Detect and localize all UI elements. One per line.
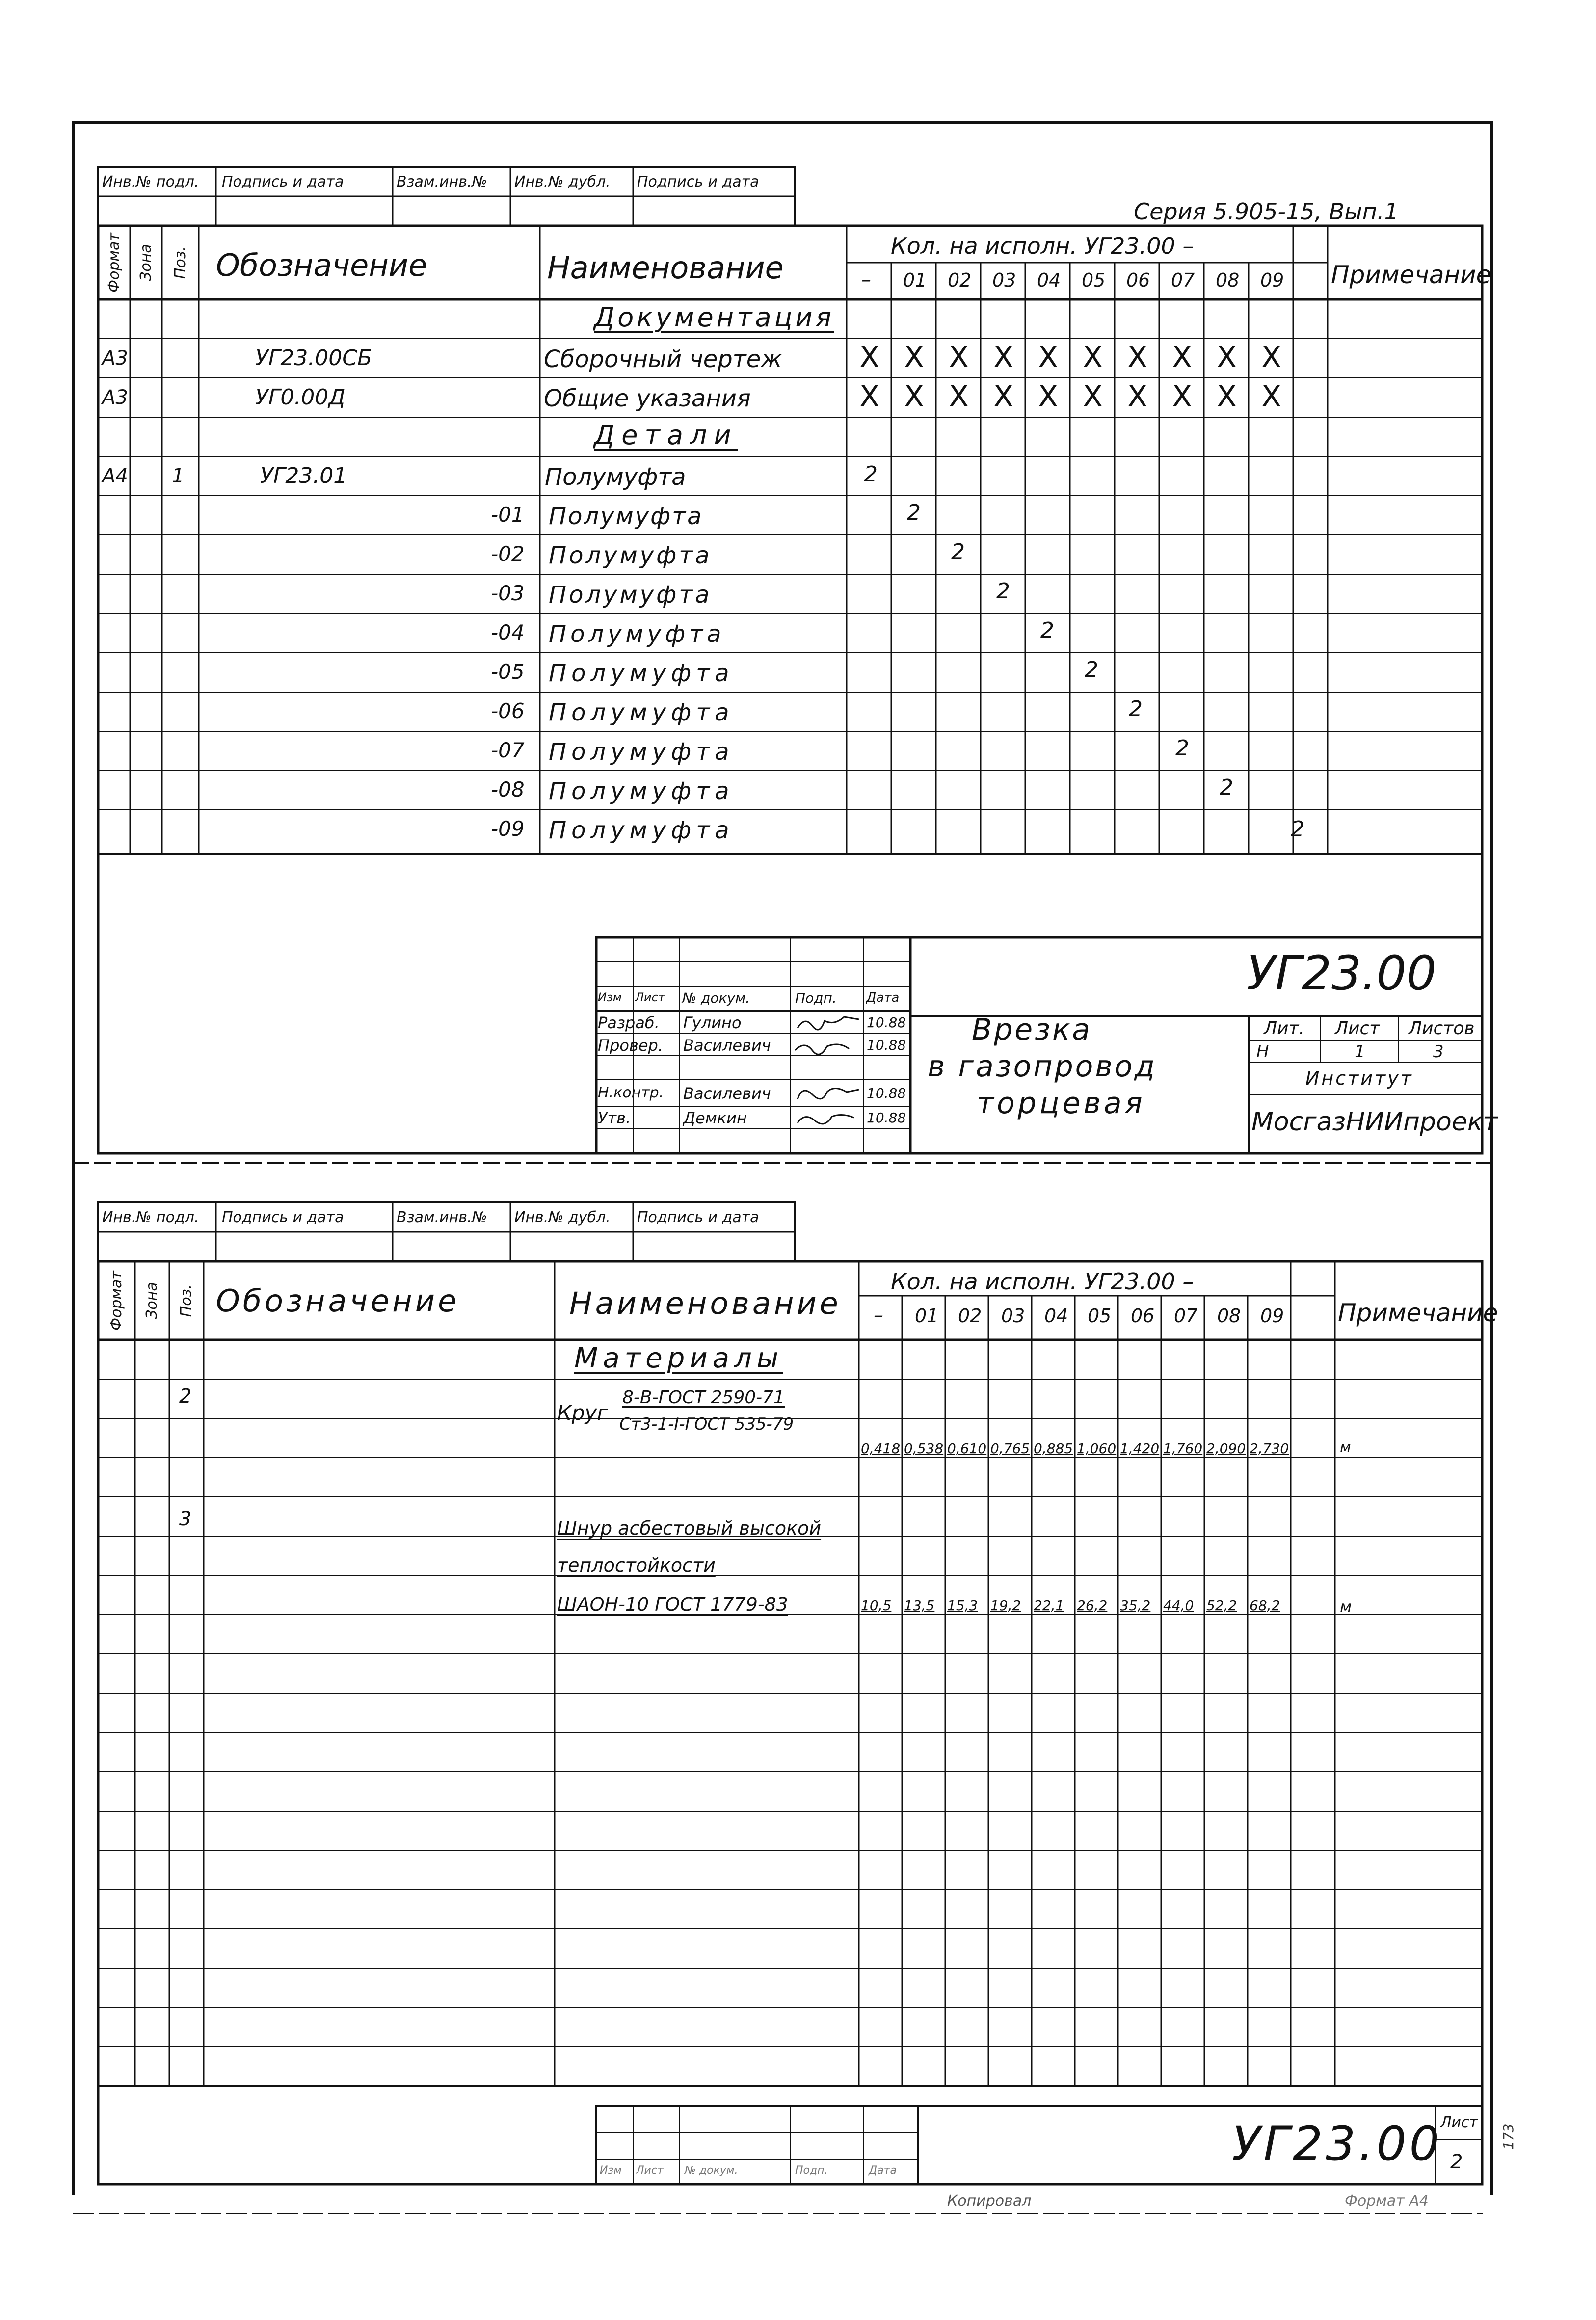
row-designation: УГ23.01 [260, 463, 347, 488]
stamp-signature-date-2: Подпись и дата [637, 1209, 759, 1226]
header-note: Примечание [1338, 1299, 1498, 1327]
x-mark: X [1127, 340, 1148, 374]
qty-value: 35,2 [1120, 1598, 1151, 1614]
sig-name: Василевич [683, 1036, 771, 1055]
variant-header: 02 [948, 269, 972, 291]
row-pos: 2 [179, 1385, 192, 1408]
qty-value: 52,2 [1206, 1598, 1237, 1614]
header-designation: Обозначение [216, 1283, 460, 1319]
row-format: А4 [102, 465, 128, 487]
variant-header: 09 [1260, 1305, 1284, 1327]
qty-value: 68,2 [1250, 1598, 1280, 1614]
tb-col-doc: № докум. [682, 990, 750, 1006]
variant-header: 02 [958, 1305, 982, 1327]
qty-value: 2,730 [1250, 1440, 1289, 1457]
copied-label: Копировал [947, 2192, 1032, 2210]
x-mark: X [1038, 379, 1059, 414]
institute-name: МосгазНИИпроект [1251, 1107, 1498, 1137]
tb-col-list: Лист [635, 990, 665, 1004]
variant-header: 03 [992, 269, 1016, 291]
x-mark: X [859, 340, 880, 374]
row-name: Полумуфта [549, 777, 734, 805]
row-line-1: Шнур асбестовый высокой [557, 1518, 822, 1539]
sheet-label: Лист [1335, 1018, 1380, 1039]
row-qty: 2 [1220, 775, 1233, 800]
variant-header: 04 [1037, 269, 1061, 291]
lit-label: Лит. [1264, 1018, 1304, 1039]
x-mark: X [993, 379, 1014, 414]
header-format: Формат [108, 1271, 125, 1331]
x-mark: X [859, 379, 880, 414]
variant-header: – [874, 1304, 883, 1327]
header-qty: Кол. на исполн. УГ23.00 – [891, 1268, 1194, 1295]
row-qty: 2 [951, 539, 965, 564]
variant-header: 09 [1260, 269, 1284, 291]
stamp-inv-podl: Инв.№ подл. [102, 173, 199, 190]
sig-date: 10.88 [867, 1037, 906, 1053]
sig-role: Утв. [598, 1109, 631, 1127]
header-zone: Зона [137, 244, 155, 281]
qty-value: 0,885 [1034, 1440, 1073, 1457]
sheets-label: Листов [1409, 1018, 1475, 1039]
row-designation: -06 [491, 699, 525, 723]
qty-value: 44,0 [1163, 1598, 1194, 1614]
sheet-value: 2 [1450, 2151, 1463, 2173]
mini-col-sign: Подп. [795, 2164, 828, 2177]
format-label: Формат А4 [1345, 2192, 1429, 2210]
x-mark: X [1083, 340, 1103, 374]
row-designation: -08 [491, 777, 525, 801]
row-qty: 2 [1175, 736, 1189, 761]
stamp-signature-date-2: Подпись и дата [637, 173, 759, 190]
doc-number: УГ23.00 [1247, 946, 1436, 1001]
row-designation: -09 [491, 817, 525, 841]
row-name: Сборочный чертеж [544, 346, 782, 373]
qty-value: 26,2 [1077, 1598, 1108, 1614]
variant-header: 04 [1044, 1305, 1068, 1327]
row-designation: -03 [491, 581, 525, 605]
qty-value: 1,060 [1077, 1440, 1117, 1457]
row-qty: 2 [1129, 696, 1143, 721]
header-pos: Поз. [178, 1284, 195, 1317]
x-mark: X [993, 340, 1014, 374]
qty-value: 19,2 [990, 1598, 1021, 1614]
header-name: Наименование [569, 1285, 841, 1321]
row-designation: -07 [491, 738, 525, 762]
sig-date: 10.88 [867, 1014, 906, 1031]
qty-value: 1,420 [1120, 1440, 1160, 1457]
row-qty: 2 [1291, 817, 1304, 842]
x-mark: X [949, 379, 969, 414]
variant-header: 08 [1216, 269, 1240, 291]
section-materials: Материалы [574, 1342, 783, 1374]
row-pos: 1 [172, 465, 185, 487]
sig-name: Василевич [683, 1084, 771, 1103]
row-qty: 2 [1040, 618, 1054, 643]
header-note: Примечание [1331, 261, 1491, 289]
sig-name: Гулино [683, 1013, 742, 1032]
variant-header: 07 [1174, 1305, 1198, 1327]
row-name: Полумуфта [549, 581, 712, 609]
title-line-3: торцевая [977, 1086, 1145, 1120]
row-line-3: ШАОН-10 ГОСТ 1779-83 [557, 1594, 788, 1615]
institute-label: Институт [1305, 1067, 1413, 1089]
row-name: Общие указания [544, 385, 751, 412]
sig-date: 10.88 [867, 1085, 906, 1101]
qty-value: 2,090 [1206, 1440, 1246, 1457]
section-documentation: Документация [594, 302, 834, 333]
mini-col-izm: Изм [600, 2164, 622, 2177]
sig-date: 10.88 [867, 1110, 906, 1126]
series-label: Серия 5.905-15, Вып.1 [1134, 198, 1399, 225]
row-name: Полумуфта [549, 542, 712, 569]
mini-col-list: Лист [636, 2164, 664, 2177]
row-name: Полумуфта [549, 817, 734, 844]
title-line-2: в газопровод [928, 1049, 1157, 1084]
sig-role: Н.контр. [598, 1084, 664, 1101]
tb-col-date: Дата [866, 990, 900, 1005]
mini-col-doc: № докум. [685, 2164, 738, 2177]
x-mark: X [1217, 340, 1237, 374]
sheet-label: Лист [1440, 2114, 1478, 2131]
x-mark: X [1038, 340, 1059, 374]
row-designation: УГ23.00СБ [255, 346, 372, 371]
qty-value: 1,760 [1163, 1440, 1203, 1457]
header-zone: Зона [143, 1282, 160, 1319]
variant-header: – [861, 268, 871, 291]
row-designation: -02 [491, 542, 525, 566]
x-mark: X [1172, 379, 1193, 414]
row-designation: -01 [491, 503, 525, 527]
row-qty: 2 [864, 462, 878, 487]
stamp-signature-date: Подпись и дата [222, 173, 344, 190]
x-mark: X [1172, 340, 1193, 374]
sig-role: Разраб. [598, 1013, 660, 1032]
stamp-vzam-inv: Взам.инв.№ [397, 1209, 487, 1226]
title-line-1: Врезка [972, 1013, 1092, 1047]
variant-header: 05 [1088, 1305, 1112, 1327]
qty-value: 0,538 [904, 1440, 944, 1457]
sheet-value: 1 [1355, 1042, 1365, 1062]
side-number: 173 [1500, 2123, 1516, 2150]
x-mark: X [1261, 340, 1282, 374]
variant-header: 07 [1171, 269, 1195, 291]
row-name: Полумуфта [549, 620, 725, 648]
row-line-2: теплостойкости [557, 1554, 716, 1576]
x-mark: X [1217, 379, 1237, 414]
x-mark: X [1261, 379, 1282, 414]
variant-header: 06 [1126, 269, 1150, 291]
variant-header: 08 [1217, 1305, 1241, 1327]
stamp-inv-podl: Инв.№ подл. [102, 1209, 199, 1226]
row-spec-1: 8-В-ГОСТ 2590-71 [622, 1387, 785, 1408]
row-qty: 2 [907, 500, 921, 525]
row-name: Полумуфта [549, 503, 703, 530]
mini-col-date: Дата [869, 2164, 897, 2177]
row-name: Полумуфта [549, 738, 734, 766]
qty-value: 22,1 [1034, 1598, 1064, 1614]
stamp-inv-dubl: Инв.№ дубл. [514, 1209, 611, 1226]
header-format: Формат [106, 233, 123, 293]
qty-value: 0,610 [947, 1440, 987, 1457]
row-spec-2: Ст3-1-I-ГОСТ 535-79 [619, 1414, 794, 1434]
variant-header: 01 [903, 269, 927, 291]
section-details: Детали [594, 420, 738, 451]
row-pos: 3 [179, 1508, 192, 1530]
x-mark: X [904, 340, 925, 374]
stamp-vzam-inv: Взам.инв.№ [397, 173, 487, 190]
row-unit: м [1340, 1598, 1352, 1616]
qty-value: 10,5 [861, 1598, 892, 1614]
x-mark: X [1083, 379, 1103, 414]
qty-value: 15,3 [947, 1598, 978, 1614]
stamp-signature-date: Подпись и дата [222, 1209, 344, 1226]
doc-number: УГ23.00 [1232, 2116, 1442, 2171]
row-name: Полумуфта [549, 660, 734, 687]
row-unit: м [1340, 1439, 1351, 1456]
sig-role: Провер. [598, 1036, 663, 1055]
row-name-prefix: Круг [557, 1401, 608, 1425]
row-designation: УГ0.00Д [255, 385, 346, 410]
x-mark: X [1127, 379, 1148, 414]
qty-value: 0,765 [990, 1440, 1030, 1457]
row-qty: 2 [1085, 657, 1098, 682]
x-mark: X [949, 340, 969, 374]
row-name: Полумуфта [549, 699, 734, 726]
header-qty: Кол. на исполн. УГ23.00 – [891, 233, 1194, 259]
row-name: Полумуфта [545, 463, 686, 491]
header-designation: Обозначение [216, 247, 427, 283]
lit-value: Н [1256, 1042, 1269, 1062]
variant-header: 06 [1131, 1305, 1155, 1327]
x-mark: X [904, 379, 925, 414]
sig-name: Демкин [683, 1109, 747, 1127]
sheets-value: 3 [1433, 1042, 1444, 1062]
qty-value: 13,5 [904, 1598, 935, 1614]
variant-header: 03 [1001, 1305, 1025, 1327]
row-qty: 2 [996, 579, 1010, 604]
tb-col-sign: Подп. [795, 990, 837, 1006]
header-pos: Поз. [172, 246, 189, 279]
variant-header: 05 [1082, 269, 1106, 291]
variant-header: 01 [915, 1305, 939, 1327]
row-format: А3 [102, 386, 128, 409]
tb-col-izm: Изм [598, 990, 622, 1004]
row-format: А3 [102, 347, 128, 370]
qty-value: 0,418 [861, 1440, 901, 1457]
row-designation: -04 [491, 620, 525, 644]
stamp-inv-dubl: Инв.№ дубл. [514, 173, 611, 190]
row-designation: -05 [491, 660, 525, 684]
header-name: Наименование [547, 250, 784, 286]
